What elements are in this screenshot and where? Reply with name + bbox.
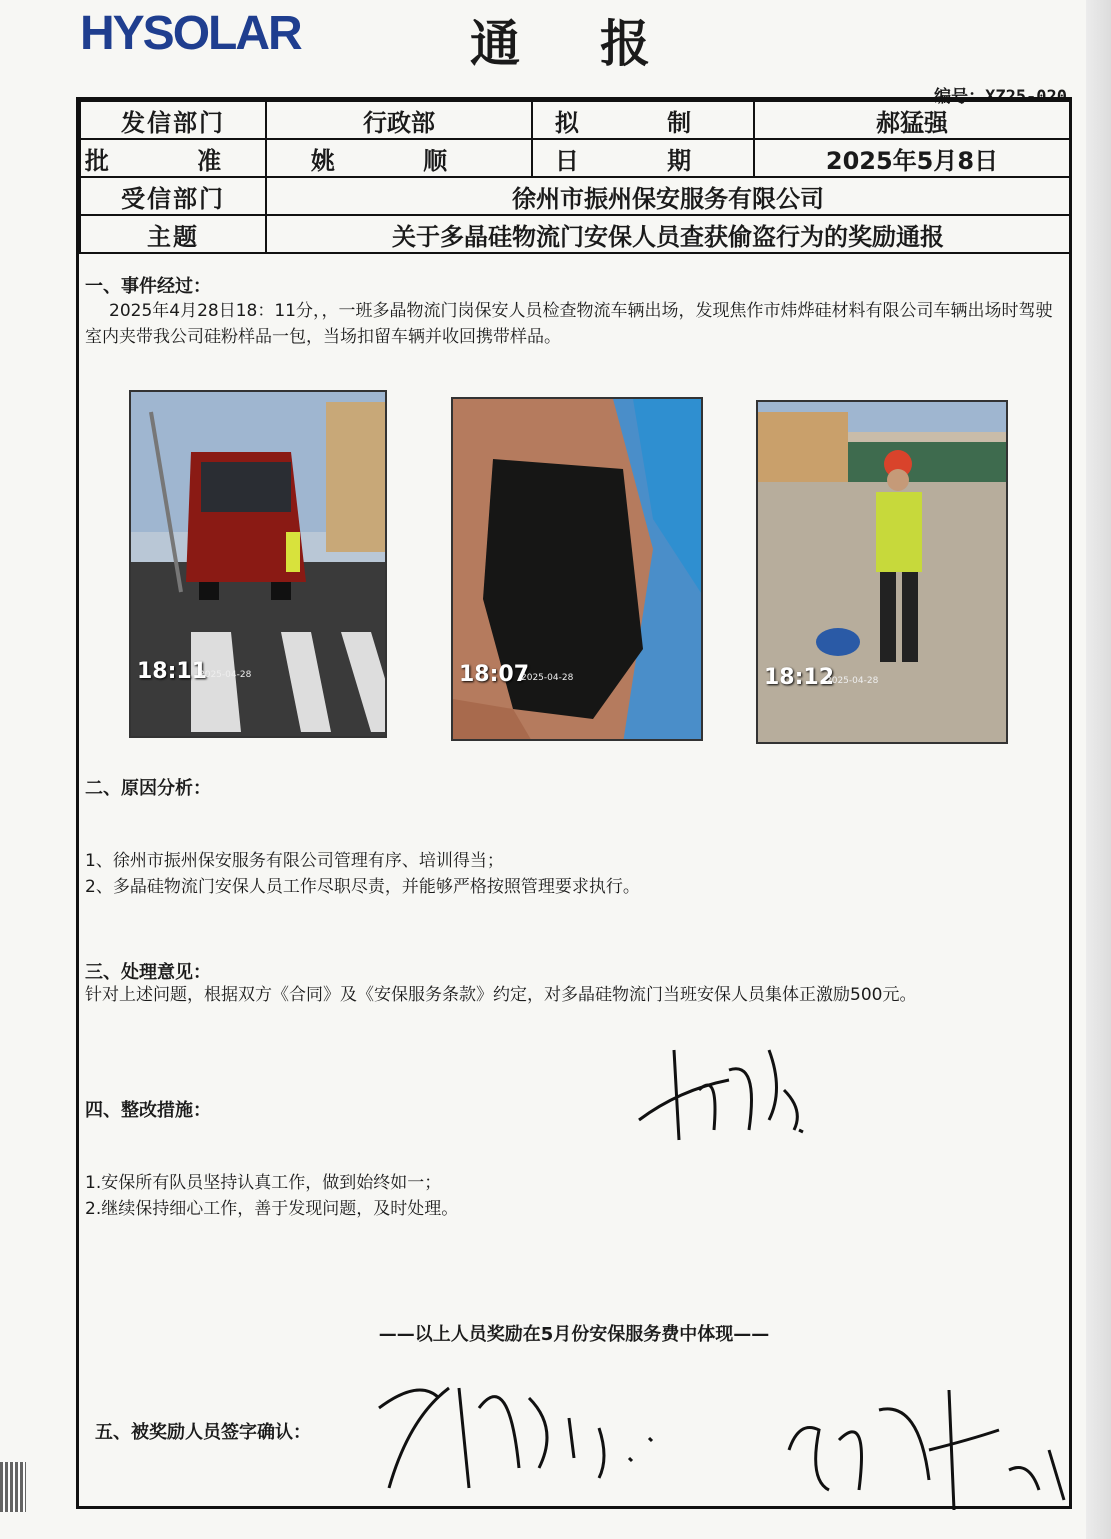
- reward-note: ——以上人员奖励在5月份安保服务费中体现——: [378, 1324, 770, 1345]
- section-5-title: 五、被奖励人员签字确认：: [95, 1422, 311, 1443]
- header-row-1: [80, 101, 1070, 139]
- section-3-title: 三、处理意见：: [85, 962, 211, 983]
- recipient-signature-2: [779, 1380, 1069, 1510]
- draft-label: 拟 制: [532, 101, 754, 139]
- header-row-3: [80, 177, 1070, 215]
- evidence-photo-bag: [451, 397, 703, 741]
- document-number: 编号：XZ25-020: [934, 87, 1067, 107]
- section-4-title: 四、整改措施：: [85, 1100, 211, 1121]
- evidence-photo-truck: [129, 390, 387, 738]
- section-2-item: 1、徐州市振州保安服务有限公司管理有序、培训得当；: [85, 851, 504, 871]
- date-label: 日 期: [532, 139, 754, 177]
- section-1-text: [85, 298, 1065, 350]
- subject-value: 关于多晶硅物流门安保人员查获偷盗行为的奖励通报: [266, 215, 1070, 253]
- page-edge-shadow: [1086, 0, 1111, 1539]
- section-1-title: 一、事件经过：: [85, 276, 211, 297]
- document-frame: [76, 97, 1072, 1509]
- header-row-2: [80, 139, 1070, 177]
- recv-dept-value: 徐州市振州保安服务有限公司: [266, 177, 1070, 215]
- send-dept-value: 行政部: [266, 101, 532, 139]
- approve-label: 批 准: [80, 139, 266, 177]
- section-2-list: [85, 848, 1065, 900]
- date-value: 2025年5月8日: [754, 139, 1070, 177]
- header-table: [79, 100, 1071, 254]
- qr-code-fragment: [0, 1462, 26, 1512]
- section-3-text: 针对上述问题，根据双方《合同》及《安保服务条款》约定，对多晶硅物流门当班安保人员集体正激励500元。: [85, 985, 917, 1005]
- section-1-body: 2025年4月28日18：11分，，一班多晶物流门岗保安人员检查物流车辆出场，发现焦作市炜烨硅材料有限公司车辆出场时驾驶室内夹带我公司硅粉样品一包，当场扣留车辆并收回携带样品。: [85, 301, 1053, 347]
- section-4-list: [85, 1170, 1065, 1222]
- section-2-title: 二、原因分析：: [85, 778, 211, 799]
- recv-dept-label: 受信部门: [80, 177, 266, 215]
- section-4-item: 2.继续保持细心工作，善于发现问题，及时处理。: [85, 1199, 459, 1219]
- header-row-4: [80, 215, 1070, 253]
- truck-scene-image: [131, 392, 387, 738]
- approver-value: 姚 顺: [266, 139, 532, 177]
- photo-3-date: 2025-04-28: [826, 676, 879, 686]
- send-dept-label: 发信部门: [80, 101, 266, 139]
- section-4-item: 1.安保所有队员坚持认真工作，做到始终如一；: [85, 1173, 442, 1193]
- sample-bag-image: [453, 399, 703, 741]
- photo-2-time: 18:07: [459, 662, 530, 687]
- document-title: 通报: [470, 15, 730, 73]
- photo-1-time: 18:11: [137, 659, 208, 684]
- photo-1-date: 2025-04-28: [199, 670, 252, 680]
- drafter-value: 郝猛强: [754, 101, 1070, 139]
- recipient-signature-1: [359, 1348, 679, 1498]
- photo-3-time: 18:12: [764, 665, 835, 690]
- evidence-photo-guard: [756, 400, 1008, 744]
- company-logo: HYSOLAR: [80, 7, 301, 60]
- approver-signature: [619, 1030, 819, 1160]
- subject-label: 主题: [80, 215, 266, 253]
- photo-2-date: 2025-04-28: [521, 673, 574, 683]
- section-2-item: 2、多晶硅物流门安保人员工作尽职尽责，并能够严格按照管理要求执行。: [85, 877, 640, 897]
- security-guard-image: [758, 402, 1008, 744]
